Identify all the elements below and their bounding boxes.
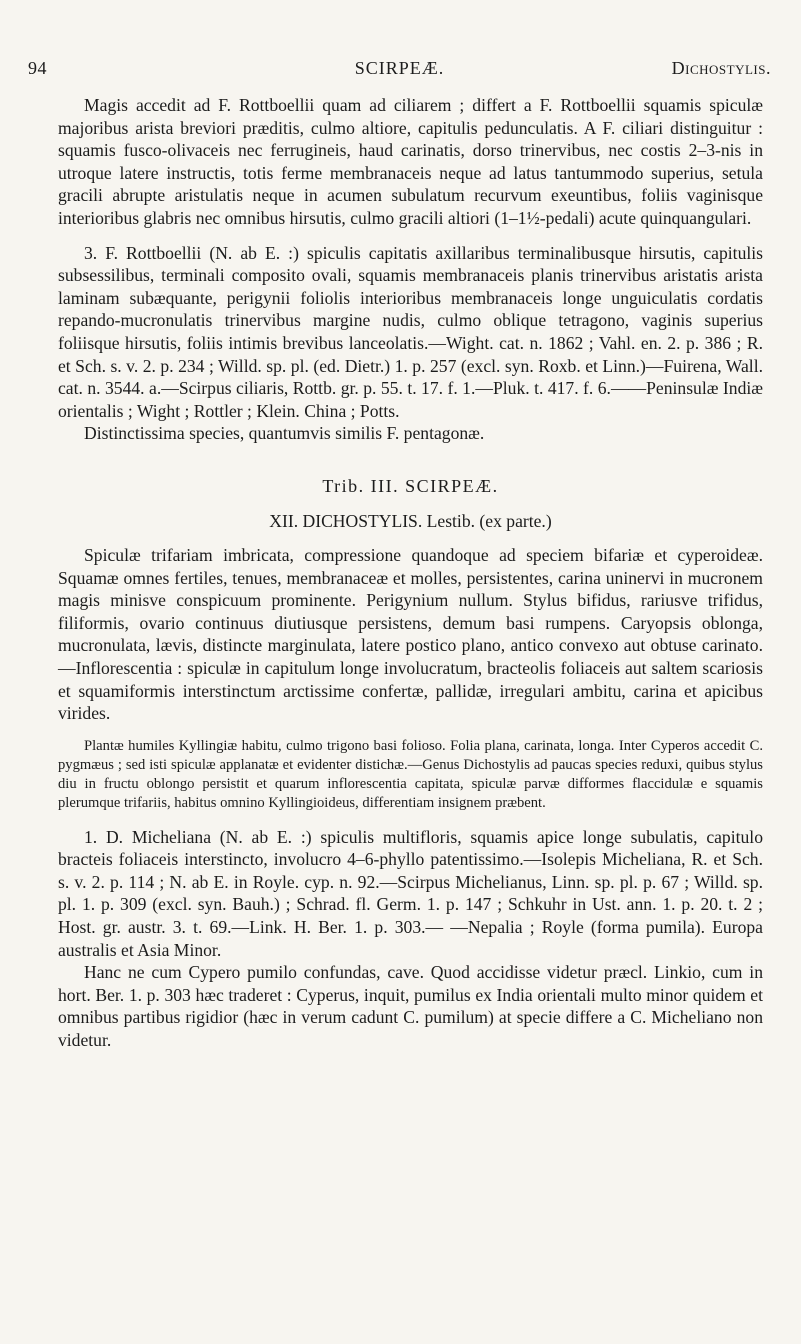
paragraph-remark: Distinctissima species, quantumvis similis F. pentagonæ. <box>84 423 485 444</box>
paragraph-comparison: Magis accedit ad F. Rottboellii quam ad ciliarem ; differt a F. Rottboellii squamis spiculæ majoribus arista breviori præditis, culmo altiore, capitulis pedunculatis. A F. ciliari distinguitur : squamis fusco-olivaceis nec ferrugineis, haud carinatis, dorso trinervibus, nec costis 2–3-nis in utroque latere instructis, totis ferme membranaceis neque ad latus tantummodo superius, setula gracili abrupte aristulatis neque in acumen subulatum recurvum exeuntibus, foliis vaginisque interioribus glabris nec omnibus hirsutis, culmo gracili altiori (1–1½-pedali) acute quinquangulari. <box>58 95 763 228</box>
running-head-right: Dichostylis. <box>671 58 771 78</box>
page-body <box>58 94 763 1052</box>
paragraph-species-1: 1. D. Micheliana (N. ab E. :) spiculis multifloris, squamis apice longe subulatis, capitulo bracteis foliaceis interstincto, involucro 4–6-phyllo patentissimo.—Isolepis Micheliana, R. et Sch. s. v. 2. p. 114 ; N. ab E. in Royle. cyp. n. 92.—Scirpus Michelianus, Linn. sp. pl. p. 67 ; Willd. sp. pl. 1. p. 309 (excl. syn. Bauh.) ; Schrad. fl. Germ. 1. p. 147 ; Schkuhr in Ust. ann. 1. p. 20. t. 2 ; Host. gr. austr. 3. t. 69.—Link. H. Ber. 1. p. 303.— —Nepalia ; Royle (forma pumila). Europa australis et Asia Minor. <box>58 826 763 960</box>
paragraph-genus-note: Plantæ humiles Kyllingiæ habitu, culmo trigono basi folioso. Folia plana, carinata, longa. Inter Cyperos accedit C. pygmæus ; sed isti spiculæ applanatæ et evidenter distichæ.—Genus Dichostylis ad paucas species reduxi, quibus stylus diu in fructu oblongo persistit et quarum inflorescentia capitata, spiculæ parvæ difformes flaccidulæ e squamis plerumque trifariis, habitus omnino Kyllingioideus, differentiam insignem præbent. <box>58 737 763 812</box>
paragraph-species-1-note: Hanc ne cum Cypero pumilo confundas, cave. Quod accidisse videtur præcl. Linkio, cum in hort. Ber. 1. p. 303 hæc traderet : Cyperus, inquit, pumilus ex India orientali multo minor quidem et omnibus partibus rigidior (hæc in verum cadunt C. pumilum) at specie differe a C. Micheliano non videtur. <box>58 962 763 1050</box>
tribe-heading: Trib. III. SCIRPEÆ. <box>322 475 499 496</box>
running-title: SCIRPEÆ. <box>354 58 445 78</box>
page-number: 94 <box>28 58 47 78</box>
paragraph-species-3: 3. F. Rottboellii (N. ab E. :) spiculis capitatis axillaribus terminalibusque hirsutis, capitulis subsessilibus, terminali composito ovali, squamis membranaceis planis trinervibus aristatis arista laminam subæquante, perigynii foliolis interioribus membranaceis longe unguiculatis cordatis repando-mucronulatis trinervibus margine nudis, culmo oblique tetragono, vaginis superius foliisque hirsutis, foliis intimis brevibus lanceolatis.—Wight. cat. n. 1862 ; Vahl. en. 2. p. 386 ; R. et Sch. s. v. 2. p. 234 ; Willd. sp. pl. (ed. Dietr.) 1. p. 257 (excl. syn. Roxb. et Linn.)—Fuirena, Wall. cat. n. 3544. a.—Scirpus ciliaris, Rottb. gr. p. 55. t. 17. f. 1.—Pluk. t. 417. f. 6.——Peninsulæ Indiæ orientalis ; Wight ; Rottler ; Klein. China ; Potts. <box>58 242 763 421</box>
paragraph-genus-description: Spiculæ trifariam imbricata, compressione quandoque ad speciem bifariæ et cyperoideæ. Squamæ omnes fertiles, tenues, membranaceæ et molles, persistentes, carina uninervi in mucronem magis minisve conspicuum prominente. Perigynium nullum. Stylus bifidus, rariusve trifidus, filiformis, ovario continuus diutiusque persistens, demum basi rumpens. Caryopsis oblonga, mucronulata, lævis, distincte marginulata, latere postico plano, antico convexo aut obtuse carinato.—Inflorescentia : spiculæ in capitulum longe involucratum, bracteolis foliaceis aut saltem scariosis et squamiformis interstinctum arctissime confertæ, pallidæ, irregulari ambitu, carina et apicibus virides. <box>58 545 763 724</box>
page-header <box>28 58 771 84</box>
genus-heading: XII. DICHOSTYLIS. Lestib. (ex parte.) <box>269 510 552 531</box>
